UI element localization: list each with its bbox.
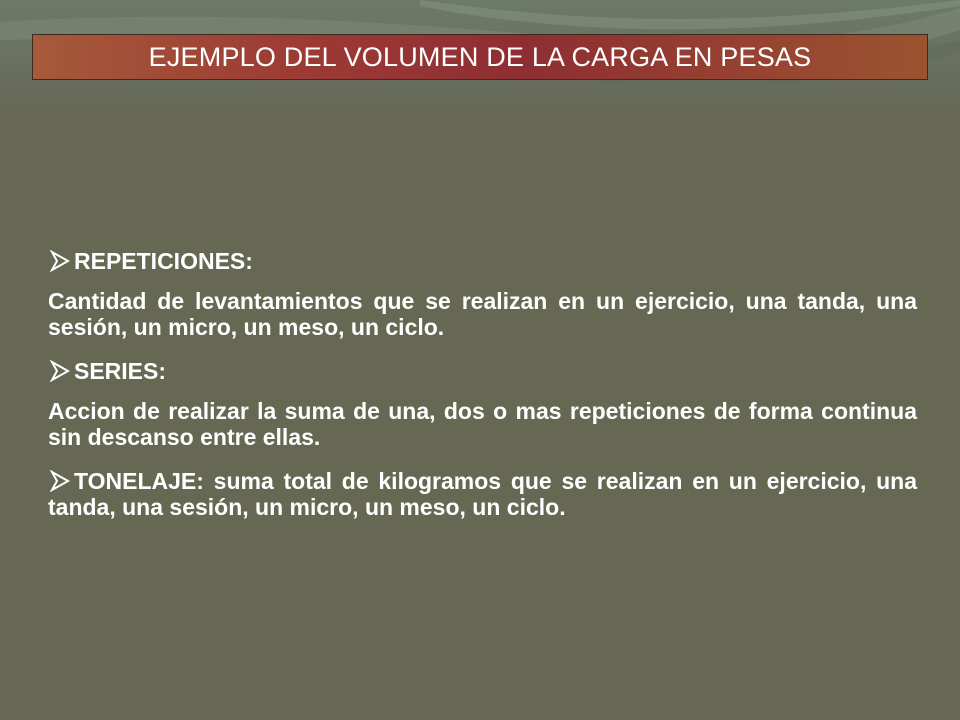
list-item-series-body: Accion de realizar la suma de una, dos o mas repeticiones de forma continua sin descanso entre ellas. <box>48 398 917 450</box>
arrowhead-bullet-icon <box>48 360 72 382</box>
list-item-tonelaje <box>48 468 917 520</box>
item-heading: REPETICIONES: <box>74 248 253 274</box>
arrowhead-bullet-icon <box>48 470 72 492</box>
item-text: TONELAJE: suma total de kilogramos que se realizan en un ejercicio, una tanda, una sesión, un micro, un meso, un ciclo. <box>48 468 917 520</box>
slide-title: EJEMPLO DEL VOLUMEN DE LA CARGA EN PESAS <box>148 41 812 72</box>
list-item-repeticiones-heading <box>48 248 917 274</box>
item-heading: SERIES: <box>74 358 167 384</box>
list-item-series-heading <box>48 358 917 384</box>
list-item-repeticiones-body: Cantidad de levantamientos que se realizan en un ejercicio, una tanda, una sesión, un micro, un meso, un ciclo. <box>48 288 917 340</box>
slide-content <box>48 248 917 538</box>
title-bar <box>32 34 928 80</box>
arrowhead-bullet-icon <box>48 250 72 272</box>
